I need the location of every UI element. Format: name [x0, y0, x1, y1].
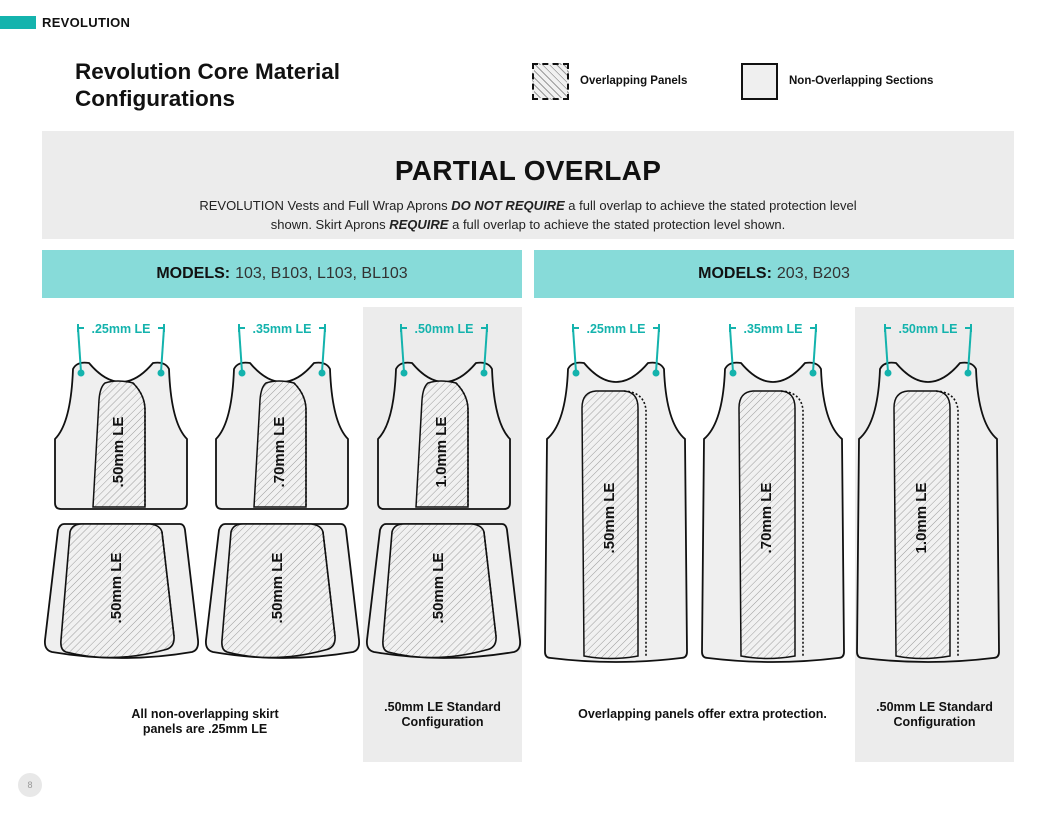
svg-text:.50mm LE: .50mm LE [268, 552, 286, 624]
svg-text:.50mm LE: .50mm LE [414, 322, 474, 336]
apron-figure-c [857, 363, 999, 662]
page-number: 8 [18, 773, 42, 797]
models-label: MODELS: [698, 265, 772, 282]
apron-figure-a [545, 363, 687, 662]
svg-text:.50mm LE: .50mm LE [109, 416, 127, 488]
skirt-figure-c [367, 524, 520, 658]
models-list: 203, B203 [776, 265, 850, 282]
legend-non-overlapping-label: Non-Overlapping Sections [789, 75, 934, 87]
caption-extra-protection: Overlapping panels offer extra protection. [578, 707, 827, 721]
legend-overlapping-label: Overlapping Panels [580, 75, 688, 87]
svg-text:.50mm LE: .50mm LE [107, 552, 125, 624]
banner-description: REVOLUTION Vests and Full Wrap Aprons DO NOT REQUIRE a full overlap to achieve the stated protection level shown. Skirt Aprons REQUIRE a full overlap to achieve the stated protection level shown. [199, 198, 857, 232]
svg-text:.25mm LE: .25mm LE [586, 322, 646, 336]
models-list: 103, B103, L103, BL103 [235, 265, 408, 282]
svg-text:.35mm LE: .35mm LE [252, 322, 312, 336]
skirt-figure-b [206, 524, 359, 658]
svg-text:.50mm LE: .50mm LE [898, 322, 958, 336]
caption-skirt-panels: All non-overlapping skirt panels are .25mm LE [131, 707, 279, 736]
brand-name: REVOLUTION [42, 15, 131, 30]
svg-text:1.0mm LE: 1.0mm LE [912, 482, 930, 554]
vest-figure-b [216, 363, 348, 509]
svg-text:.70mm LE: .70mm LE [270, 416, 288, 488]
banner-title: PARTIAL OVERLAP [394, 155, 662, 186]
apron-figure-b [702, 363, 844, 662]
svg-text:.35mm LE: .35mm LE [743, 322, 803, 336]
models-label: MODELS: [156, 265, 231, 282]
caption-standard-config-left: .50mm LE Standard Configuration [384, 700, 501, 729]
svg-text:.70mm LE: .70mm LE [757, 482, 775, 554]
skirt-figure-a [45, 524, 198, 658]
svg-text:.50mm LE: .50mm LE [429, 552, 447, 624]
svg-text:.25mm LE: .25mm LE [91, 322, 151, 336]
svg-text:1.0mm LE: 1.0mm LE [432, 416, 450, 488]
vest-figure-c [378, 363, 510, 509]
caption-standard-config-right: .50mm LE Standard Configuration [876, 700, 993, 729]
vest-figure-a [55, 363, 187, 509]
svg-text:.50mm LE: .50mm LE [600, 482, 618, 554]
page-title: Revolution Core Material Configurations [75, 59, 341, 111]
